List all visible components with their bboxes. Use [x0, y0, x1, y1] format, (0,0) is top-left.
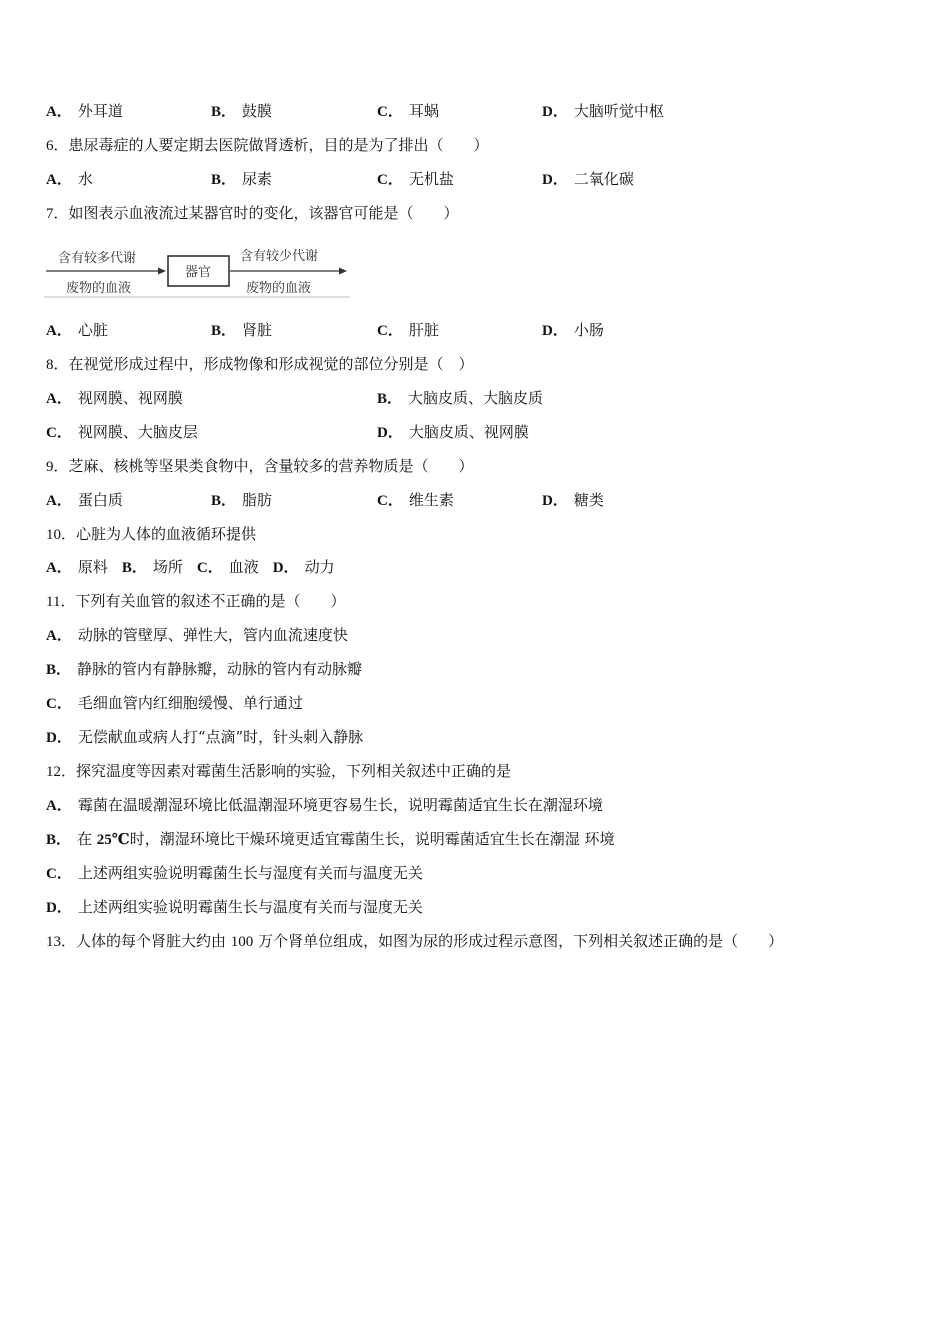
option-letter: D． [542, 493, 568, 509]
q12-stem [46, 760, 511, 782]
option-letter: B． [46, 832, 72, 848]
option-letter: A． [46, 172, 72, 188]
option-letter: C． [377, 104, 403, 120]
q8-option-c [46, 421, 198, 444]
option-text: 动脉的管壁厚、弹性大，管内血流速度快 [77, 626, 348, 644]
option-text: 霉菌在温暖潮湿环境比低温潮湿环境更容易生长，说明霉菌适宜生长在潮湿环境 [77, 796, 603, 814]
q12-option-a-content [46, 796, 603, 814]
option-letter: B． [211, 172, 237, 188]
question-number: 7． [46, 206, 69, 222]
option-letter: B． [211, 104, 237, 120]
q10-option-a [46, 558, 108, 576]
option-letter: C． [196, 560, 223, 576]
option-text: 尿素 [242, 170, 273, 188]
option-letter: C． [377, 323, 403, 339]
q12-option-a [46, 794, 617, 816]
option-letter: D． [542, 172, 568, 188]
q11-option-d [46, 726, 377, 748]
question-number: 6． [46, 138, 69, 154]
question-text: 探究温度等因素对霉菌生活影响的实验，下列相关叙述中正确的是 [76, 762, 512, 780]
question-text-post: 万个肾单位组成，如图为尿的形成过程示意图，下列相关叙述正确的是（ ） [253, 932, 784, 950]
q7-option-b [211, 319, 272, 342]
question-number: 12． [46, 764, 77, 780]
q9-option-d [542, 489, 604, 512]
q10-option-c [197, 558, 259, 576]
option-letter: C． [377, 493, 403, 509]
option-letter: C． [46, 425, 72, 441]
option-text: 心脏 [77, 321, 108, 339]
q5-option-a [46, 100, 123, 123]
temperature-value: 25℃ [96, 832, 130, 848]
option-letter: B． [211, 323, 237, 339]
diagram-left-top-label: 含有较多代谢 [58, 251, 137, 266]
q11-option-b [46, 658, 376, 680]
q6-option-c [377, 168, 454, 191]
option-text: 二氧化碳 [573, 170, 634, 188]
option-text: 蛋白质 [77, 491, 123, 509]
question-number: 8． [46, 357, 69, 373]
option-text: 场所 [152, 558, 183, 576]
q11-stem [46, 590, 345, 612]
option-text: 上述两组实验说明霉菌生长与温度有关而与湿度无关 [77, 898, 423, 916]
diagram-left-arrow-head [158, 268, 166, 275]
option-text: 视网膜、大脑皮层 [77, 423, 198, 441]
q11-option-b-content [46, 660, 362, 678]
q6-option-b [211, 168, 272, 191]
q6-option-d [542, 168, 634, 191]
option-letter: D． [542, 323, 568, 339]
q6-stem [46, 134, 489, 156]
diagram-right-arrow-head [339, 268, 347, 275]
q7-option-d [542, 319, 604, 342]
option-letter: D． [377, 425, 403, 441]
option-text: 小肠 [573, 321, 604, 339]
q11-option-d-content [46, 728, 363, 746]
q7-option-a [46, 319, 108, 342]
option-text: 大脑听觉中枢 [573, 102, 664, 120]
option-letter: A． [46, 798, 72, 814]
option-letter: C． [377, 172, 403, 188]
q8-option-b [377, 387, 543, 410]
q11-option-a-content [46, 626, 348, 644]
q8-option-a [46, 387, 183, 410]
q11-option-c-content [46, 694, 303, 712]
option-text: 原料 [77, 558, 108, 576]
q10-option-d [273, 558, 335, 576]
q9-option-c [377, 489, 454, 512]
question-text-pre: 人体的每个肾脏大约由 [76, 932, 231, 950]
option-text-post: 时，潮湿环境比干燥环境更适宜霉菌生长，说明霉菌适宜生长在潮湿 环境 [129, 830, 615, 848]
diagram-left-bottom-label: 废物的血液 [66, 281, 132, 296]
option-letter: C． [46, 866, 72, 882]
option-text: 脂肪 [242, 491, 273, 509]
option-letter: A． [46, 493, 72, 509]
q5-option-c [377, 100, 439, 123]
option-letter: D． [272, 560, 299, 576]
q12-option-c-content [46, 864, 423, 882]
option-letter: A． [46, 104, 72, 120]
option-letter: D． [542, 104, 568, 120]
q9-option-a [46, 489, 123, 512]
blood-flow-diagram [44, 242, 354, 300]
option-text: 水 [77, 170, 93, 188]
q8-stem [46, 353, 474, 375]
option-text: 大脑皮质、大脑皮质 [408, 389, 544, 407]
option-letter: D． [46, 730, 72, 746]
option-text: 肝脏 [408, 321, 439, 339]
question-number: 10． [46, 527, 77, 543]
option-text: 无偿献血或病人打“点滴”时，针头刺入静脉 [77, 728, 364, 746]
option-letter: A． [46, 391, 72, 407]
q12-option-b [46, 828, 629, 850]
option-text: 肾脏 [242, 321, 273, 339]
diagram-right-bottom-label: 废物的血液 [246, 281, 312, 296]
q9-stem [46, 455, 474, 477]
question-text: 心脏为人体的血液循环提供 [76, 525, 257, 543]
question-text: 在视觉形成过程中，形成物像和形成视觉的部位分别是（ ） [68, 355, 474, 373]
option-text: 大脑皮质、视网膜 [408, 423, 529, 441]
option-text: 血液 [228, 558, 259, 576]
option-text: 视网膜、视网膜 [77, 389, 183, 407]
question-text: 患尿毒症的人要定期去医院做肾透析，目的是为了排出（ ） [68, 136, 489, 154]
q11-option-a [46, 624, 362, 646]
option-letter: D． [46, 900, 72, 916]
q5-option-d [542, 100, 664, 123]
q10-stem [46, 523, 256, 545]
option-text: 毛细血管内红细胞缓慢、单行通过 [77, 694, 303, 712]
question-number: 13． [46, 934, 77, 950]
option-text: 耳蜗 [408, 102, 439, 120]
q12-option-c [46, 862, 437, 884]
option-text: 静脉的管内有静脉瓣，动脉的管内有动脉瓣 [77, 660, 363, 678]
question-number: 9． [46, 459, 69, 475]
option-text: 糖类 [573, 491, 604, 509]
option-text: 动力 [304, 558, 335, 576]
option-letter: B． [46, 662, 72, 678]
option-text: 维生素 [408, 491, 454, 509]
option-text: 无机盐 [408, 170, 454, 188]
q8-option-d [377, 421, 529, 444]
diagram-organ-label: 器官 [185, 265, 212, 280]
question-number: 11． [46, 594, 76, 610]
q12-option-d-content [46, 898, 423, 916]
option-letter: A． [46, 323, 72, 339]
option-letter: B． [377, 391, 403, 407]
option-text: 鼓膜 [242, 102, 273, 120]
option-letter: B． [121, 560, 147, 576]
q9-option-b [211, 489, 272, 512]
option-letter: A． [46, 560, 72, 576]
q10-option-b [122, 558, 183, 576]
question-text: 下列有关血管的叙述不正确的是（ ） [75, 592, 346, 610]
diagram-right-top-label: 含有较少代谢 [240, 249, 319, 264]
option-text: 上述两组实验说明霉菌生长与湿度有关而与温度无关 [77, 864, 423, 882]
q7-option-c [377, 319, 439, 342]
q5-option-b [211, 100, 272, 123]
option-letter: B． [211, 493, 237, 509]
q6-option-a [46, 168, 93, 191]
q13-stem [46, 930, 783, 952]
option-letter: C． [46, 696, 72, 712]
option-text: 外耳道 [77, 102, 123, 120]
q12-option-d [46, 896, 437, 918]
question-text: 芝麻、核桃等坚果类食物中，含量较多的营养物质是（ ） [68, 457, 474, 475]
q12-option-b-content [46, 830, 615, 848]
question-text: 如图表示血液流过某器官时的变化，该器官可能是（ ） [68, 204, 459, 222]
q11-option-c [46, 692, 317, 714]
option-letter: A． [46, 628, 72, 644]
q7-stem [46, 202, 459, 224]
q10-options-row [46, 556, 349, 578]
nephron-count: 100 [230, 934, 254, 950]
option-text-pre: 在 [77, 830, 97, 848]
